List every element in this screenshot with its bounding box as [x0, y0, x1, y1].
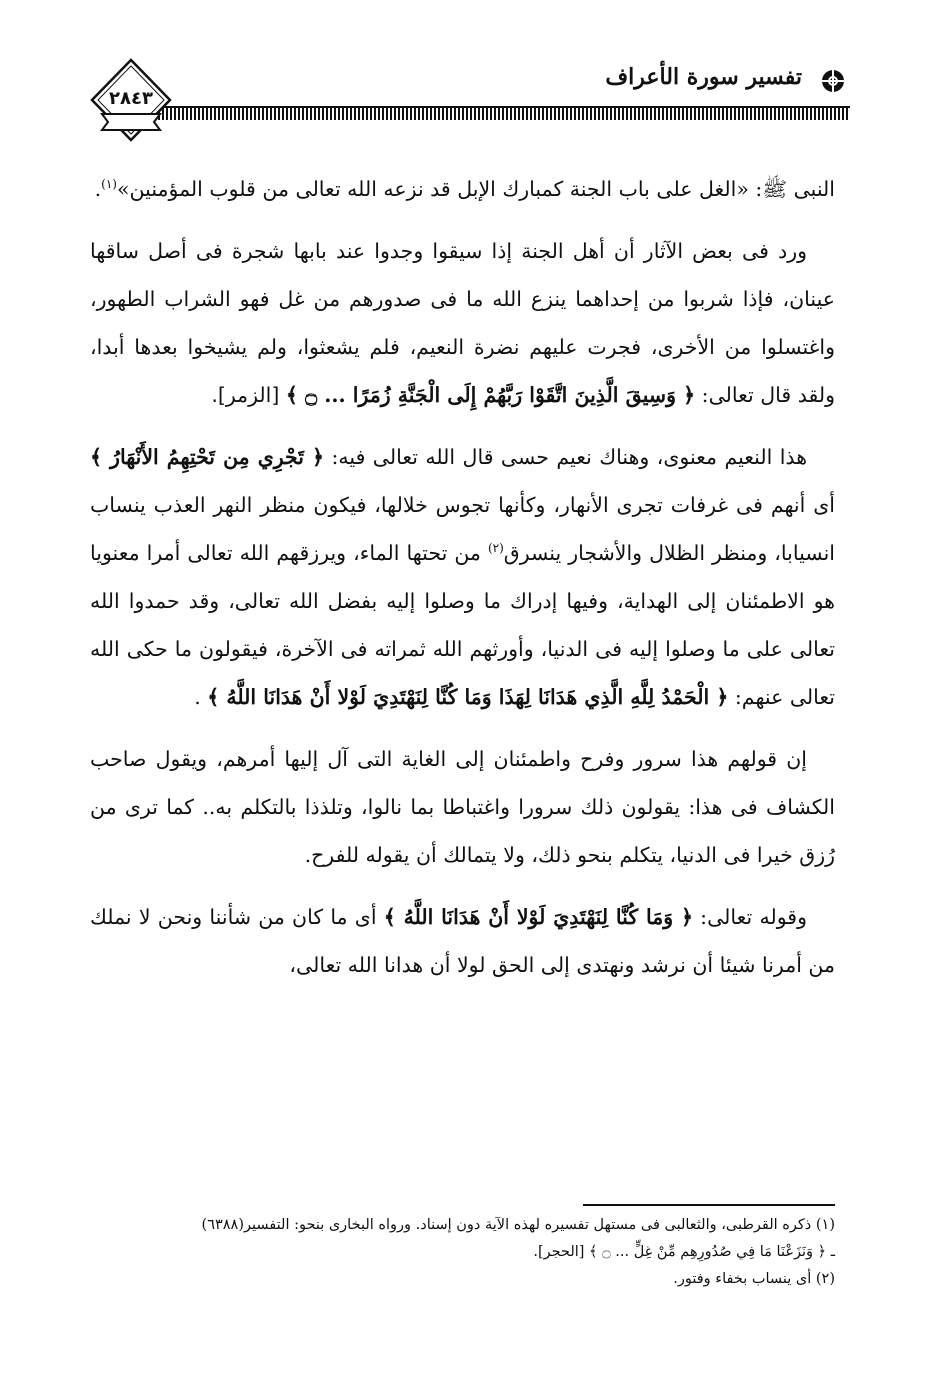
quran-verse: ﴿ وَمَا كُنَّا لِنَهْتَدِيَ لَوْلا أَنْ هَدَانَا اللَّهُ ﴾: [383, 905, 693, 929]
page-body: [90, 165, 835, 1003]
page-number: ٢٨٤٣: [109, 88, 153, 109]
footnote-1: (١) ذكره القرطبى، والثعالبى فى مستهل تفسيره لهذه الآية دون إسناد. ورواه البخارى بنحو: التفسير(٦٣٨٨): [201, 1217, 835, 1233]
page-header: [90, 56, 850, 146]
footnote-ref-2: (٢): [487, 541, 504, 556]
paragraph-3: هذا النعيم معنوى، وهناك نعيم حسى قال الله تعالى فيه: ﴿ تَجْرِي مِن تَحْتِهِمُ الأَنْهَارُ ﴾ أى أنهم فى غرفات تجرى الأنهار، وكأنها تجوس خلالها، فيكون منظر النهر العذب ينساب انسيابا، ومنظر الظلال والأشجار ينسرق$^{(٢)}$ من تحتها الماء، ويرزقهم الله تعالى أمرا معنويا هو الاطمئنان إلى الهداية، وفيها إدراك ما وصلوا إليه بفضل الله تعالى، وقد حمدوا الله تعالى على ما وصلوا إليه فى الدنيا، وأورثهم الله ثمراته فى الآخرة، فيقولون ما حكى الله تعالى عنهم: ﴿ الْحَمْدُ لِلَّهِ الَّذِي هَدَانَا لِهَذَا وَمَا كُنَّا لِنَهْتَدِيَ لَوْلا أَنْ هَدَانَا اللَّهُ ﴾ .: [90, 445, 835, 709]
paragraph-1: النبى ﷺ: «الغل على باب الجنة كمبارك الإبل قد نزعه الله تعالى من قلوب المؤمنين»$^{(١)}$.: [94, 177, 835, 201]
footnote-2: (٢) أى ينساب بخفاء وفتور.: [673, 1271, 835, 1287]
footnote-1-continuation: ـ ﴿ وَنَزَعْنَا مَا فِي صُدُورِهِم مِّنْ غِلٍّ ... ۝ ﴾ [الحجر].: [533, 1244, 835, 1260]
quran-verse: ﴿ تَجْرِي مِن تَحْتِهِمُ الأَنْهَارُ ﴾: [90, 445, 325, 469]
footnote-divider: [583, 1204, 835, 1206]
chapter-title: تفسير سورة الأعراف: [599, 64, 808, 90]
header-rule-line: [150, 106, 850, 108]
paragraph-4: إن قولهم هذا سرور وفرح واطمئنان إلى الغاية التى آل إليها أمرهم، ويقول صاحب الكشاف فى هذا: يقولون ذلك سرورا واغتباطا بما نالوا، وتلذذا بالتكلم به.. كما ترى من رُزق خيرا فى الدنيا، يتكلم بنحو ذلك، ولا يتمالك أن يقوله للفرح.: [90, 747, 835, 867]
flower-ornament-icon: [820, 68, 846, 94]
paragraph-2: ورد فى بعض الآثار أن أهل الجنة إذا سيقوا وجدوا عند بابها شجرة فى أصل ساقها عينان، فإذا شربوا من إحداهما ينزع الله ما فى صدورهم من غل فهو الشراب الطهور، واغتسلوا من الأخرى، فجرت عليهم نضرة النعيم، فلم يشعثوا، ولم يشيخوا بعدها أبدا، ولقد قال تعالى: ﴿ وَسِيقَ الَّذِينَ اتَّقَوْا رَبَّهُمْ إِلَى الْجَنَّةِ زُمَرًا ... ۝ ﴾ [الزمر].: [90, 239, 835, 407]
header-rule: [150, 107, 850, 120]
footnotes: [90, 1212, 835, 1293]
quran-verse: ﴿ وَسِيقَ الَّذِينَ اتَّقَوْا رَبَّهُمْ إِلَى الْجَنَّةِ زُمَرًا ... ۝ ﴾: [285, 383, 696, 407]
quran-verse: ﴿ الْحَمْدُ لِلَّهِ الَّذِي هَدَانَا لِهَذَا وَمَا كُنَّا لِنَهْتَدِيَ لَوْلا أَنْ هَدَانَا اللَّهُ ﴾: [207, 685, 729, 709]
surah-reference: [الزمر].: [211, 383, 280, 407]
footnote-ref-1: (١): [101, 177, 117, 192]
paragraph-5: وقوله تعالى: ﴿ وَمَا كُنَّا لِنَهْتَدِيَ لَوْلا أَنْ هَدَانَا اللَّهُ ﴾ أى ما كان من شأننا ونحن لا نملك من أمرنا شيئا أن نرشد ونهتدى إلى الحق لولا أن هدانا الله تعالى،: [90, 905, 835, 977]
